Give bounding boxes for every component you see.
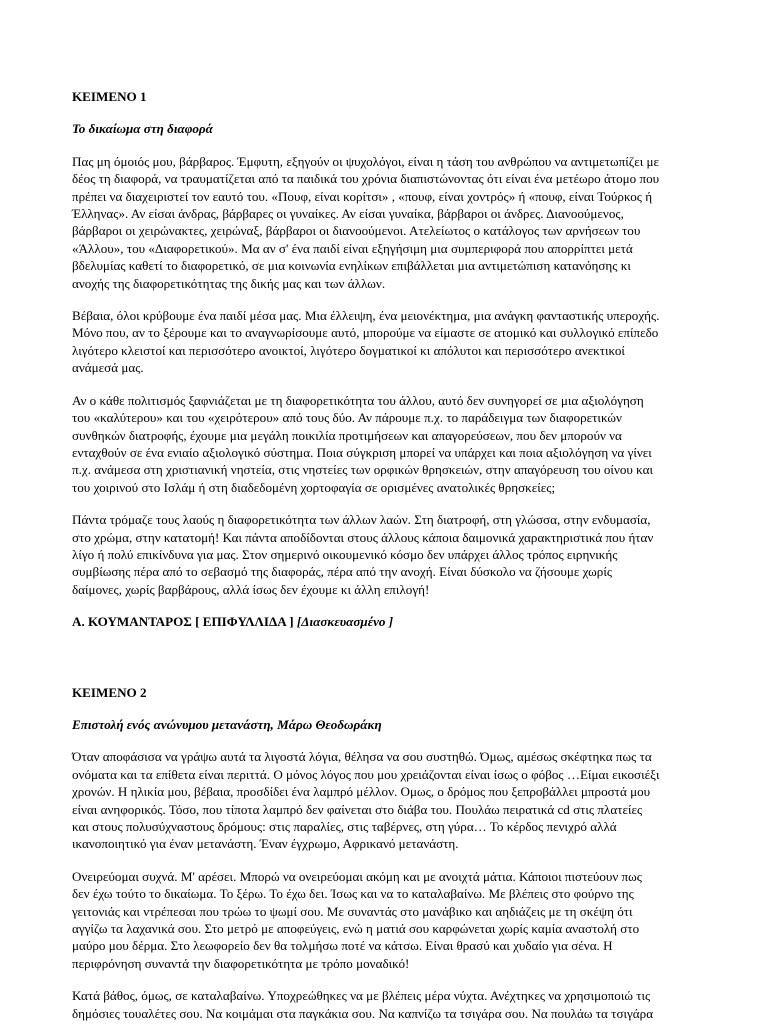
- text-line: συνθηκών διατροφής, έχουμε μια μεγάλη ποικιλία προτιμήσεων και απαγορεύσεων, που δεν μπορούν να: [72, 427, 622, 443]
- text2-paragraph-2: [72, 868, 712, 972]
- text-line: περιφρόνηση συναντά την διαφορετικότητα με τρόπο μοναδικό!: [72, 955, 410, 971]
- text1-paragraph-1: [72, 153, 712, 292]
- text-line: ανάμεσά μας.: [72, 360, 144, 376]
- text2-paragraph-3: [72, 987, 712, 1022]
- text-line: Όταν αποφάσισα να γράψω αυτά τα λιγοστά λόγια, θέλησα να σου συστηθώ. Όμως, αμέσως σκέφτηκα πως τα: [72, 749, 652, 765]
- text1-section: [72, 88, 712, 631]
- text1-credit: [72, 613, 712, 630]
- text1-paragraph-2: [72, 307, 712, 377]
- text-line: δεν έχω τούτο το δικαίωμα. Το ξέρω. Το έχω δει. Ίσως και να το καταλαβαίνω. Με βλέπεις στο φούρνο της: [72, 886, 634, 902]
- text2-section: [72, 684, 712, 1023]
- text-line: Αν ο κάθε πολιτισμός ξαφνιάζεται με τη διαφορετικότητα του άλλου, αυτό δεν συνηγορεί σε μια αξιολόγηση: [72, 392, 644, 408]
- text-line: του «καλύτερου» και του «χειρότερου» από τους δύο. Αν πάρουμε π.χ. το παράδειγμα των διαφορετικών: [72, 410, 622, 426]
- text-line: Έλληνας». Αν είσαι άνδρας, βάρβαρες οι γυναίκες. Αν είσαι γυναίκα, βάρβαροι οι άνδρες. Διανοούμενος,: [72, 206, 624, 222]
- text-line: Μόνο που, αν το ξέρουμε και το αναγνωρίσουμε αυτό, μπορούμε να είμαστε σε ατομικό και συλλογικό επίπεδο: [72, 325, 659, 341]
- text-line: αγγίζω τα λαχανικά σου. Στο μετρό με αποφεύγεις, ενώ η ματιά σου καρφώνεται χωρίς καμία αναστολή στο: [72, 921, 640, 937]
- text-line: ενταχθούν σε ένα ενιαίο αξιολογικό σύστημα. Ποια σύγκριση μπορεί να υπάρχει και ποια αξιολόγηση να γίνει: [72, 444, 652, 460]
- text-line: ονόματα και τα επίθετα είναι περιττά. Ο μόνος λόγος που μου χρειάζονται είναι ίσως ο φόβος …Είμαι εικοσιέξι: [72, 766, 660, 782]
- text-line: βάρβαροι οι χειρώνακτες, χειρώναξ, βάρβαροι οι διανοούμενοι. Ατελείωτος ο κατάλογος των αρνήσεων του: [72, 223, 641, 239]
- text-line: μαύρο μου δέρμα. Στο λεωφορείο δεν θα τολμήσω ποτέ να κάτσω. Είναι θρασύ και χυδαίο για σένα. Η: [72, 938, 613, 954]
- text1-paragraph-3: [72, 392, 712, 496]
- text2-heading: ΚΕΙΜΕΝΟ 2: [72, 684, 147, 700]
- text-line: βδελυμίας καθετί το διαφορετικό, σε μια κοινωνία ενηλίκων επιβάλλεται μια αντιμετώπιση κατανόησης κι: [72, 258, 631, 274]
- text-line: ανοχής της διαφορετικότητας της δικής μας και των άλλων.: [72, 275, 386, 291]
- text-line: χρονών. Η ηλικία μου, βέβαια, προσδίδει ένα λαμπρό μέλλον. Ομως, ο δρόμος που ξεπροβάλλει μπροστά μου: [72, 784, 651, 800]
- text-line: ικανοποιητικό για έναν μετανάστη. Έναν έγχρωμο, Αφρικανό μετανάστη.: [72, 836, 459, 852]
- text-line: π.χ. ανάμεσα στη χριστιανική νηστεία, στις νηστείες των ορφικών θρησκειών, στην απαγόρευση του οίνου και: [72, 462, 654, 478]
- text-line: Πας μη όμοιός μου, βάρβαρος. Έμφυτη, εξηγούν οι ψυχολόγοι, είναι η τάση του ανθρώπου να αντιμετωπίζει με: [72, 153, 660, 169]
- text1-heading: ΚΕΙΜΕΝΟ 1: [72, 89, 147, 104]
- text-line: λίγο ή πολύ επικίνδυνα για μας. Στον σημερινό οικουμενικό κόσμο δεν υπάρχει άλλος τρόπος ειρηνικής: [72, 546, 618, 562]
- text-line: πρέπει να διαχειριστεί τον εαυτό του. «Πουφ, είναι κορίτσι» , «πουφ, είναι χοντρός» ή «πουφ, είναι Τούρκος ή: [72, 188, 653, 204]
- text-line: στο χρώμα, στην κατατομή! Και πάντα αποδίδονται στους άλλους κάποια δαιμονικά χαρακτηριστικά που ήταν: [72, 529, 654, 545]
- text2-title: Επιστολή ενός ανώνυμου μετανάστη, Μάρω Θεοδωράκη: [72, 716, 382, 732]
- text-line: και στους πολυσύχναστους δρόμους: στις παραλίες, στις ταβέρνες, στη γύρα… Το κέρδος πενιχρό αλλά: [72, 819, 617, 834]
- text-line: δέος τη διαφορά, να τραυματίζεται από τα παιδικά του χρόνια διαπιστώνοντας ότι είναι ένα μετέωρο άτομο που: [72, 171, 660, 187]
- text-line: είναι ανηφορικός. Τόσο, που τίποτα λαμπρό δεν φαίνεται στο διάβα του. Πουλάω πειρατικά cd στις πλατείες: [72, 801, 643, 817]
- text-line: λιγότερο κλειστοί και περισσότερο ανοικτοί, λιγότερο δογματικοί κι απόλυτοι και περισσότερο ανεκτικοί: [72, 342, 625, 358]
- text1-title: Το δικαίωμα στη διαφορά: [72, 121, 213, 137]
- text2-paragraph-1: [72, 748, 712, 852]
- credit-note: [Διασκευασμένο ]: [296, 614, 394, 630]
- text-line: Ονειρεύομαι συχνά. Μ' αρέσει. Μπορώ να ονειρεύομαι ακόμη και με ανοιχτά μάτια. Κάποιοι πιστεύουν πως: [72, 868, 642, 884]
- text-line: γειτονιάς και ντρέπεσαι που τρώω το ψωμί σου. Με συναντάς στο μανάβικο και αηδιάζεις με τη σκέψη ότι: [72, 903, 633, 919]
- text-line: δαίμονες, χωρίς βαρβάρους, αλλά ίσως δεν έχουμε κι άλλη επιλογή!: [72, 581, 430, 597]
- text-line: του χοιρινού στο Ισλάμ ή στη διαδεδομένη χορτοφαγία σε ορισμένες ανατολικές θρησκείες;: [72, 479, 556, 495]
- credit-author: Α. ΚΟΥΜΑΝΤΑΡΟΣ [ ΕΠΙΦΥΛΛΙΔΑ ]: [72, 614, 297, 630]
- text-line: «Άλλου», του «Διαφορετικού». Μα αν σ' ένα παιδί είναι εξηγήσιμη μια συμπεριφορά που απορρίπτει μετά: [72, 240, 633, 256]
- text-line: Κατά βάθος, όμως, σε καταλαβαίνω. Υποχρεώθηκες να με βλέπεις μέρα νύχτα. Ανέχτηκες να χρησιμοποιώ τις: [72, 988, 651, 1004]
- text-line: Πάντα τρόμαζε τους λαούς η διαφορετικότητα των άλλων λαών. Στη διατροφή, στη γλώσσα, στην ενδυμασία,: [72, 512, 651, 528]
- document-page: [72, 88, 712, 1022]
- text-line: δημόσιες τουαλέτες σου. Να κοιμάμαι στα παγκάκια σου. Να καπνίζω τα τσιγάρα σου. Να πουλάω τα τσιγάρα: [72, 1005, 654, 1021]
- text1-paragraph-4: [72, 511, 712, 598]
- text-line: Βέβαια, όλοι κρύβουμε ένα παιδί μέσα μας. Μια έλλειψη, ένα μειονέκτημα, μια ανάγκη φανταστικής υπεροχής.: [72, 308, 660, 324]
- text-line: συμβίωσης πέρα από το σεβασμό της διαφοράς, πέρα από την ανοχή. Είναι δύσκολο να ζήσουμε χωρίς: [72, 564, 613, 580]
